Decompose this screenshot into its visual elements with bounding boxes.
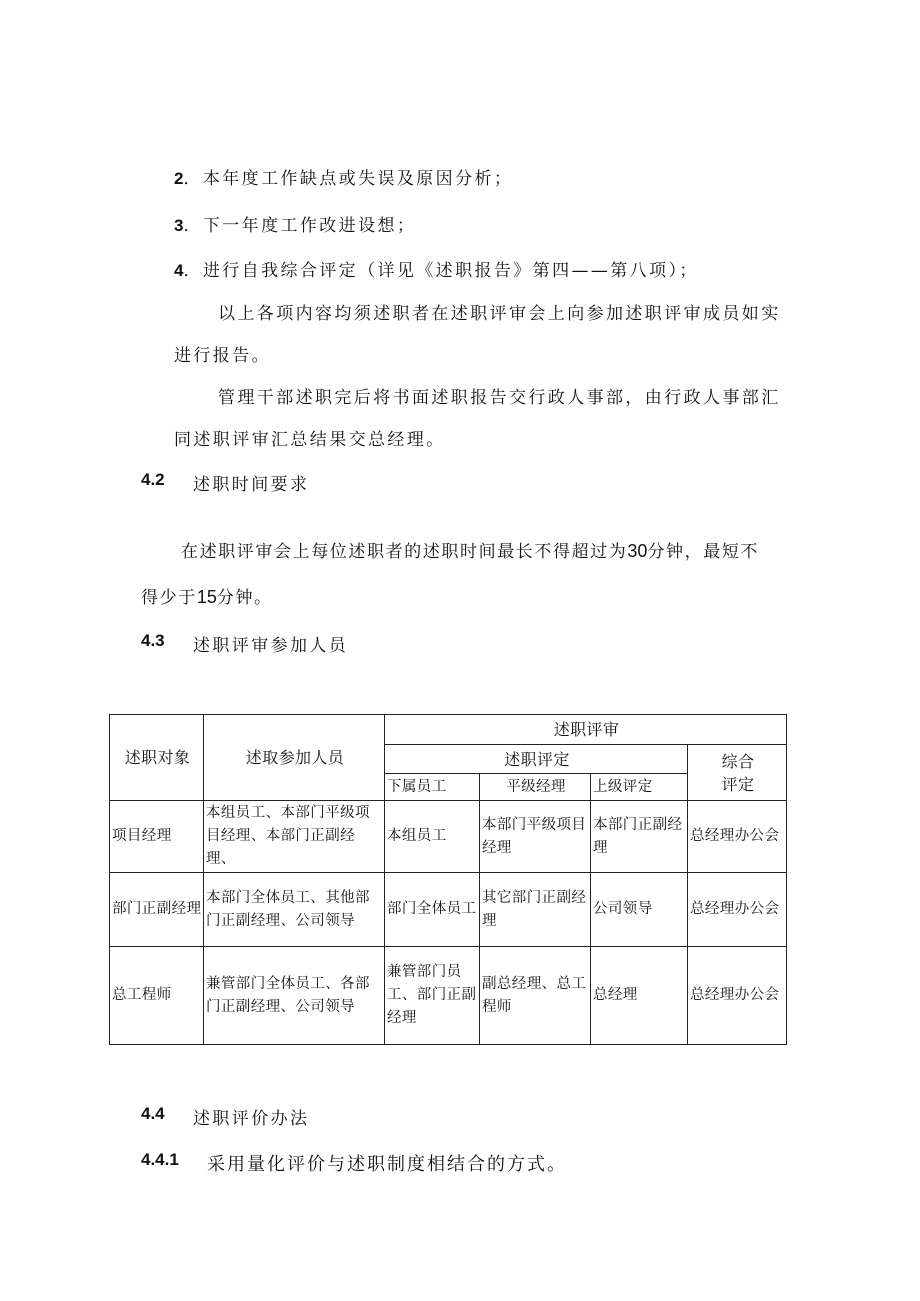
table-row (110, 873, 787, 947)
list-number: 2 (174, 169, 184, 188)
header-peer: 平级经理 (480, 774, 591, 801)
cell-peer: 副总经理、总工程师 (480, 947, 591, 1045)
minutes-max: 30 (627, 541, 648, 561)
cell-superior: 总经理 (591, 947, 688, 1045)
list-item-4 (174, 256, 699, 281)
cell-comprehensive: 总经理办公会 (688, 947, 787, 1045)
section-heading-4-3 (141, 631, 349, 656)
section-title: 述职评价办法 (193, 1109, 310, 1129)
header-comprehensive-line-2: 评定 (721, 774, 755, 794)
list-text: ．下一年度工作改进设想； (183, 216, 417, 236)
header-review: 述职评审 (385, 715, 787, 745)
header-comprehensive-line-1: 综合 (721, 751, 755, 771)
header-subordinate: 下属员工 (385, 774, 480, 801)
list-number: 3 (174, 216, 184, 235)
text: 分钟，最短不 (647, 542, 760, 562)
cell-subordinate: 部门全体员工 (385, 873, 480, 947)
cell-subject: 部门正副经理 (110, 873, 204, 947)
list-item-3 (174, 211, 416, 236)
section-title: 采用量化评价与述职制度相结合的方式。 (207, 1154, 567, 1175)
text: 在述职评审会上每位述职者的述职时间最长不得超过为 (181, 542, 628, 562)
header-superior: 上级评定 (591, 774, 688, 801)
table-header-row (110, 715, 787, 745)
paragraph-2-line-2: 同述职评审汇总结果交总经理。 (174, 430, 446, 450)
section-title: 述职评审参加人员 (193, 636, 349, 656)
section-title: 述职时间要求 (193, 475, 310, 495)
paragraph-3-line-2 (141, 583, 273, 608)
paragraph-1-line-1: 以上各项内容均须述职者在述职评审会上向参加述职评审成员如实 (218, 304, 781, 324)
cell-subject: 总工程师 (110, 947, 204, 1045)
cell-participants: 本部门全体员工、其他部门正副经理、公司领导 (204, 873, 385, 947)
section-number: 4.3 (141, 631, 165, 650)
section-number: 4.2 (141, 470, 165, 489)
table-row (110, 801, 787, 873)
section-number: 4.4.1 (141, 1150, 179, 1169)
text: 得少于 (141, 588, 197, 608)
table-row (110, 947, 787, 1045)
list-text: ．进行自我综合评定（详见《述职报告》第四——第八项）； (183, 261, 699, 281)
cell-comprehensive: 总经理办公会 (688, 801, 787, 873)
text: 分钟。 (216, 588, 273, 608)
cell-peer: 本部门平级项目经理 (480, 801, 591, 873)
cell-subordinate: 本组员工 (385, 801, 480, 873)
paragraph-3-line-1 (181, 537, 759, 562)
cell-peer: 其它部门正副经理 (480, 873, 591, 947)
header-evaluation: 述职评定 (385, 745, 688, 774)
cell-participants: 本组员工、本部门平级项目经理、本部门正副经理、 (204, 801, 385, 873)
list-number: 4 (174, 261, 184, 280)
cell-comprehensive: 总经理办公会 (688, 873, 787, 947)
cell-subordinate: 兼管部门员工、部门正副经理 (385, 947, 480, 1045)
cell-superior: 公司领导 (591, 873, 688, 947)
paragraph-1-line-2: 进行报告。 (174, 346, 271, 366)
header-comprehensive (688, 745, 787, 801)
section-heading-4-4-1 (141, 1150, 567, 1175)
header-subject: 述职对象 (110, 715, 204, 801)
section-heading-4-4 (141, 1104, 310, 1129)
cell-participants: 兼管部门全体员工、各部门正副经理、公司领导 (204, 947, 385, 1045)
minutes-min: 15 (196, 587, 217, 607)
cell-superior: 本部门正副经理 (591, 801, 688, 873)
paragraph-2-line-1: 管理干部述职完后将书面述职报告交行政人事部，由行政人事部汇 (218, 388, 781, 408)
section-heading-4-2 (141, 470, 310, 495)
list-item-2 (174, 164, 513, 189)
section-number: 4.4 (141, 1104, 165, 1123)
review-participants-table (109, 714, 787, 1045)
cell-subject: 项目经理 (110, 801, 204, 873)
header-participants: 述取参加人员 (204, 715, 385, 801)
list-text: ．本年度工作缺点或失误及原因分析； (183, 169, 514, 189)
